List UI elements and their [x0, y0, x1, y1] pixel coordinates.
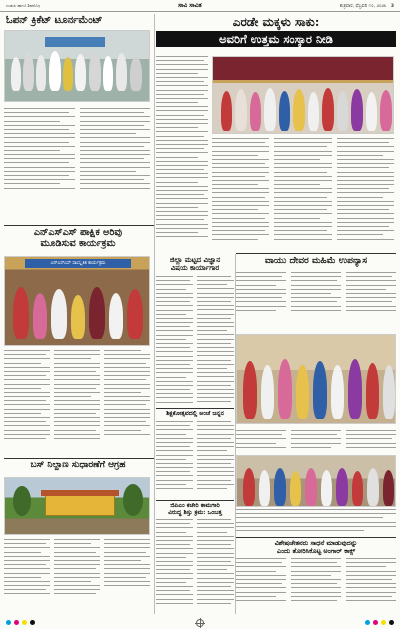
masthead-edition: ಉಡುಪಿ ಹಾಗೂ ಶಿವಮೊಗ್ಗ — [6, 3, 40, 8]
page-number: 3 — [390, 3, 394, 9]
masthead-date — [340, 3, 394, 9]
right-article-text — [236, 430, 396, 452]
divider-right-1 — [236, 253, 396, 254]
bjp-headline-1: ಜಿಪಿಎಂ ಕಚೇರಿ ಕಾಮಗಾರಿ — [170, 503, 220, 509]
bus-article — [4, 461, 152, 613]
divider-right-2 — [236, 537, 396, 538]
swatch — [14, 620, 19, 625]
district-headline-1: ಜಿಲ್ಲಾ ಮಟ್ಟದ ವಿಜ್ಞಾನ — [169, 256, 221, 264]
cricket-headline: ಓಪನ್ ಕ್ರಿಕೆಟ್ ಟೂರ್ನಮೆಂಟ್ — [6, 15, 103, 26]
color-swatches-left — [6, 620, 35, 625]
children-lead-text — [156, 56, 208, 248]
teacher-headline: ಶಿಕ್ಷಕೋತ್ಸವದಲ್ಲಿ ಅಂಚೆ ಜನ್ನನ — [166, 411, 224, 417]
column-rule-1 — [154, 14, 155, 614]
nss-photo — [4, 256, 150, 346]
bus-stand-photo — [4, 477, 150, 535]
divider-center-1 — [156, 408, 234, 409]
cricket-text — [4, 108, 150, 220]
nss-text — [4, 350, 150, 454]
divider-left-2 — [4, 458, 154, 459]
bjp-article — [156, 503, 234, 613]
children-article — [156, 14, 396, 252]
swatch — [30, 620, 35, 625]
print-footer — [0, 616, 400, 629]
swatch — [6, 620, 11, 625]
teacher-text — [156, 421, 234, 497]
nss-article — [4, 228, 152, 456]
divider-center-2 — [156, 500, 234, 501]
cricket-photo — [4, 30, 150, 102]
children-headline-2: ಅವರಿಗೆ ಉತ್ತಮ ಸಂಸ್ಕಾರ ನೀಡಿ — [156, 31, 396, 47]
swatch — [22, 620, 27, 625]
masthead — [0, 0, 400, 12]
vayu-headline: ವಾಯು ದೇವರ ಮಹಿಮೆ ಉಪನ್ಯಾಸ — [264, 256, 368, 266]
nss-headline-2: ಮೂಡಿಸುವ ಕಾರ್ಯಕ್ರಮ — [40, 237, 116, 249]
column-rule-2 — [235, 254, 236, 614]
district-headline-2: ವಿಷಯ ಕಾರ್ಯಾಗಾರ — [170, 263, 220, 273]
district-text — [156, 276, 234, 406]
teacher-article — [156, 411, 234, 499]
bus-text — [4, 539, 150, 611]
special-article — [236, 540, 396, 613]
right-photo-caption — [236, 509, 396, 535]
district-article — [156, 256, 234, 408]
right-group-photo — [236, 455, 396, 507]
vayu-article — [236, 256, 396, 426]
special-text — [236, 558, 396, 613]
vayu-photo — [236, 334, 396, 424]
children-stage-photo — [212, 56, 394, 134]
bjp-text — [156, 519, 234, 611]
special-headline-1: ವಿಶೇಷಚೇತನರು ಸಾಧನೆ ಮಾಡುವುದನ್ನು — [274, 540, 358, 547]
color-swatches-right — [365, 620, 394, 625]
date-text: ಶುಕ್ರವಾರ, ಫೆಬ್ರವರಿ ೧೦, ೨೦೨೩ — [339, 3, 387, 9]
children-body-text — [212, 138, 394, 250]
swatch — [389, 620, 394, 625]
swatch — [381, 620, 386, 625]
cricket-article — [4, 14, 152, 222]
children-headline-1: ಎರಡೇ ಮಕ್ಕಳು ಸಾಕು: — [232, 15, 320, 29]
nss-headline-1: ಎನ್‌ಎಸ್‌ಎಸ್ ಪಾಕ್ಷಿಕ ಅರಿವು — [33, 228, 123, 238]
divider-top — [4, 225, 154, 226]
special-headline-2: ಎಂದು ತೋರಿಸಿಕೊಟ್ಟ ಅಂಗಾರ್ ಕಾಕ್ಸ್ — [276, 546, 356, 555]
bjp-headline-2: ವಿರುದ್ಧ ಶಿಸ್ತು ಕ್ರಮ: ಒಂಬತ್ತ — [168, 509, 222, 517]
bus-headline: ಬಸ್ ನಿಲ್ದಾಣ ಸುಧಾರಣೆಗೆ ಆಗ್ರಹ — [30, 461, 126, 470]
vayu-text — [236, 272, 396, 330]
swatch — [365, 620, 370, 625]
paper-name: ಸಾವಿ ಸಾವಿತ — [178, 1, 202, 9]
swatch — [373, 620, 378, 625]
nss-banner: ಎನ್‌ಎಸ್‌ಎಸ್ ಸಾಂಸ್ಕೃತಿಕ ಕಾರ್ಯಕ್ರಮ — [25, 259, 131, 268]
registration-mark-icon — [196, 619, 204, 627]
